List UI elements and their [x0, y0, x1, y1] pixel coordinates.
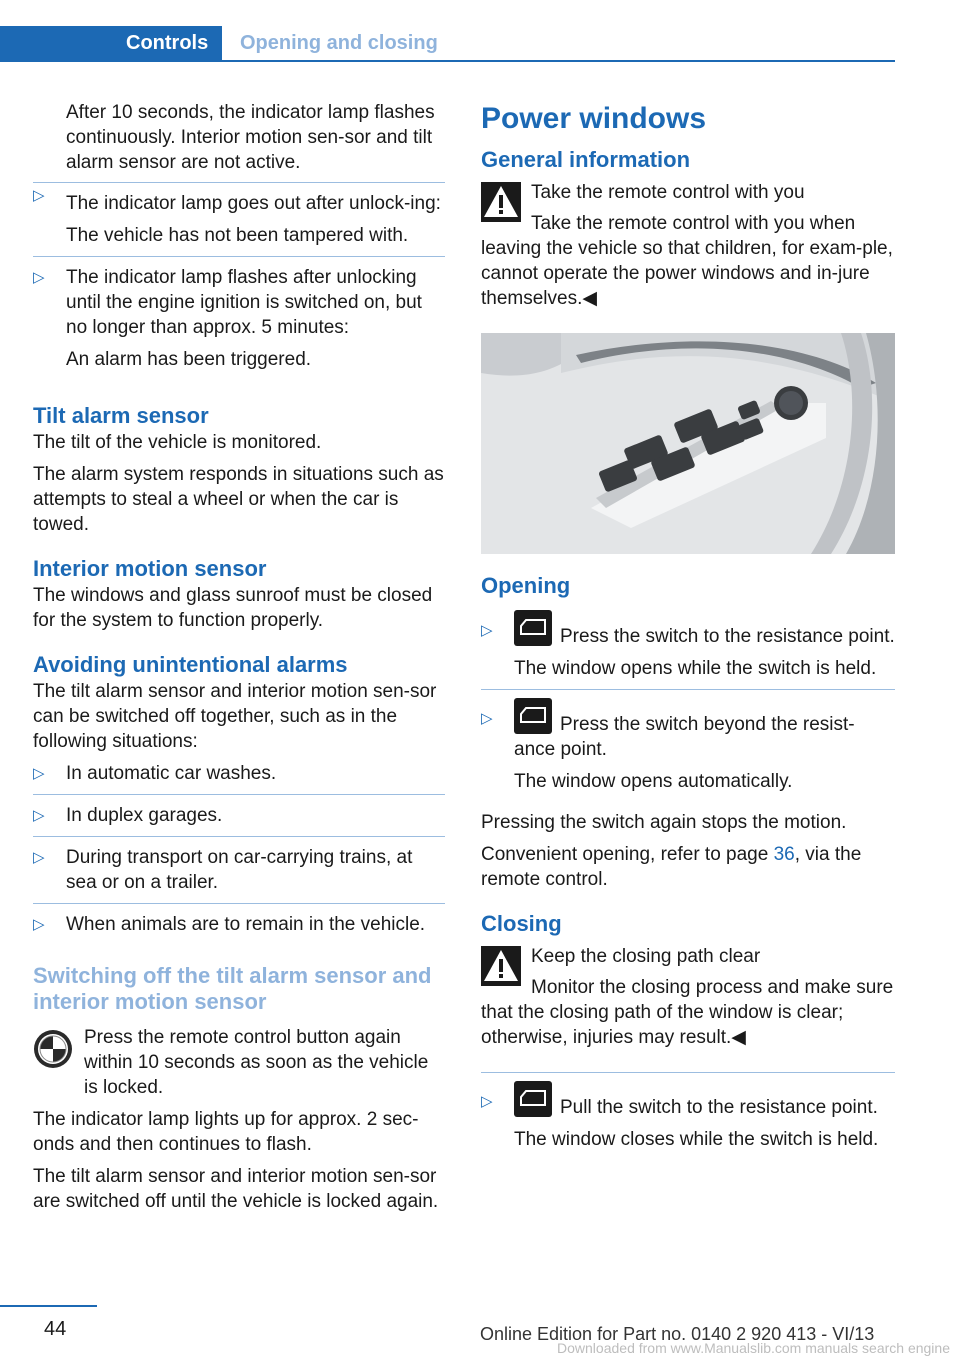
tilt-paragraph-1: The tilt of the vehicle is monitored. — [33, 432, 322, 453]
final-paragraph: The tilt alarm sensor and interior motion sen-sor are switched off until the vehicle is locked again. — [33, 1166, 439, 1212]
tilt-paragraph-2: The alarm system responds in situations such as attempts to steal a wheel or when the car is towed. — [33, 464, 444, 535]
list-item — [481, 1072, 895, 1160]
lamp-paragraph: The indicator lamp lights up for approx. 2 sec-onds and then continues to flash. — [33, 1109, 419, 1155]
door-panel-illustration — [481, 333, 895, 554]
list-item — [33, 803, 445, 837]
tab-opening-and-closing[interactable]: Opening and closing — [240, 32, 438, 54]
convenient-paragraph — [481, 842, 895, 892]
list-item-text: When animals are to remain in the vehicle. — [66, 914, 426, 935]
opening-step-1-text: Press the switch to the resistance point. — [560, 626, 895, 647]
list-item — [481, 698, 895, 802]
warning-title: Take the remote control with you — [531, 182, 805, 203]
bullet-triangle-icon: ▷ — [33, 269, 45, 286]
warning-triangle-icon — [481, 946, 521, 986]
heading-avoiding-alarms: Avoiding unintentional alarms — [33, 652, 348, 677]
bullet-triangle-icon: ▷ — [33, 187, 45, 204]
heading-tilt-alarm-sensor: Tilt alarm sensor — [33, 403, 209, 428]
opening-step-2-text: Press the switch beyond the resist-ance point. — [514, 714, 855, 760]
list-item — [33, 182, 445, 257]
warning-title: Keep the closing path clear — [531, 946, 761, 967]
warning-closing-path — [481, 944, 895, 996]
list-item-subtext: The vehicle has not been tampered with. — [66, 225, 409, 246]
intro-paragraph: After 10 seconds, the indicator lamp flashes continuously. Interior motion sen-sor and tilt alarm sensor are not active. — [66, 102, 435, 173]
warning-body: Monitor the closing process and make sure that the closing path of the window is clear; otherwise, injuries may result.◀ — [481, 977, 894, 1048]
heading-power-windows: Power windows — [481, 102, 707, 135]
list-item-subtext: The window opens automatically. — [514, 771, 793, 792]
warning-body: Take the remote control with you when leaving the vehicle so that children, for exam-ple, cannot operate the power windows and in-jure themselves.◀ — [481, 213, 893, 309]
bullet-triangle-icon: ▷ — [33, 765, 45, 782]
convenient-text: Convenient opening, refer to page — [481, 844, 774, 865]
bullet-triangle-icon: ▷ — [33, 849, 45, 866]
list-item-text: The indicator lamp flashes after unlocking until the engine ignition is switched on, but no longer than approx. 5 minutes: — [66, 267, 422, 338]
list-item-text — [514, 698, 895, 762]
heading-closing: Closing — [481, 911, 562, 936]
remote-paragraph — [33, 1025, 445, 1100]
heading-switching-off: Switching off the tilt alarm sensor and interior motion sensor — [33, 963, 432, 1014]
list-item — [33, 265, 445, 380]
convenient-text-end: , via the remote control. — [481, 844, 862, 890]
bullet-triangle-icon: ▷ — [481, 1093, 493, 1110]
heading-opening: Opening — [481, 573, 571, 598]
warning-triangle-icon — [481, 182, 521, 222]
window-switch-icon — [514, 1081, 552, 1117]
bmw-remote-key-icon — [33, 1029, 73, 1069]
warning-remote-control — [481, 180, 895, 232]
list-item-subtext: An alarm has been triggered. — [66, 349, 312, 370]
closing-step-1-text: Pull the switch to the resistance point. — [560, 1097, 878, 1118]
list-item-text: During transport on car-carrying trains, at sea or on a trailer. — [66, 847, 413, 893]
list-item-text — [514, 610, 895, 649]
list-item — [33, 845, 445, 904]
left-column — [33, 100, 445, 1221]
list-item — [33, 912, 445, 945]
bullet-triangle-icon: ▷ — [33, 916, 45, 933]
watermark: Downloaded from www.Manualslib.com manuals search engine — [557, 1340, 950, 1356]
list-item — [481, 610, 895, 690]
bullet-triangle-icon: ▷ — [33, 807, 45, 824]
list-item-subtext: The window opens while the switch is held. — [514, 658, 877, 679]
bullet-triangle-icon: ▷ — [481, 710, 493, 727]
stop-paragraph: Pressing the switch again stops the motion. — [481, 812, 847, 833]
list-item-text: In automatic car washes. — [66, 763, 277, 784]
bullet-triangle-icon: ▷ — [481, 622, 493, 639]
window-switch-icon — [514, 610, 552, 646]
page-link[interactable]: 36 — [773, 844, 795, 865]
header-tabbar — [0, 26, 895, 62]
list-item-subtext: The window closes while the switch is held. — [514, 1129, 879, 1150]
page-number: 44 — [44, 1318, 67, 1340]
list-item-text — [514, 1081, 895, 1120]
tab-controls[interactable]: Controls — [0, 26, 222, 60]
footer-rule — [0, 1305, 97, 1307]
window-switch-photo — [481, 333, 895, 554]
heading-general-information: General information — [481, 147, 691, 172]
footer-edition: Online Edition for Part no. 0140 2 920 413 - VI/13 — [480, 1324, 875, 1344]
right-column — [481, 100, 895, 1168]
window-switch-icon — [514, 698, 552, 734]
list-item-text: The indicator lamp goes out after unlock-ing: — [66, 193, 441, 214]
avoid-paragraph: The tilt alarm sensor and interior motion sen-sor can be switched off together, such as in the following situations: — [33, 681, 437, 752]
interior-paragraph: The windows and glass sunroof must be closed for the system to function properly. — [33, 585, 433, 631]
heading-interior-motion-sensor: Interior motion sensor — [33, 556, 267, 581]
list-item — [33, 761, 445, 795]
remote-paragraph-text: Press the remote control button again within 10 seconds as soon as the vehicle is locked. — [84, 1027, 429, 1098]
list-item-text: In duplex garages. — [66, 805, 223, 826]
